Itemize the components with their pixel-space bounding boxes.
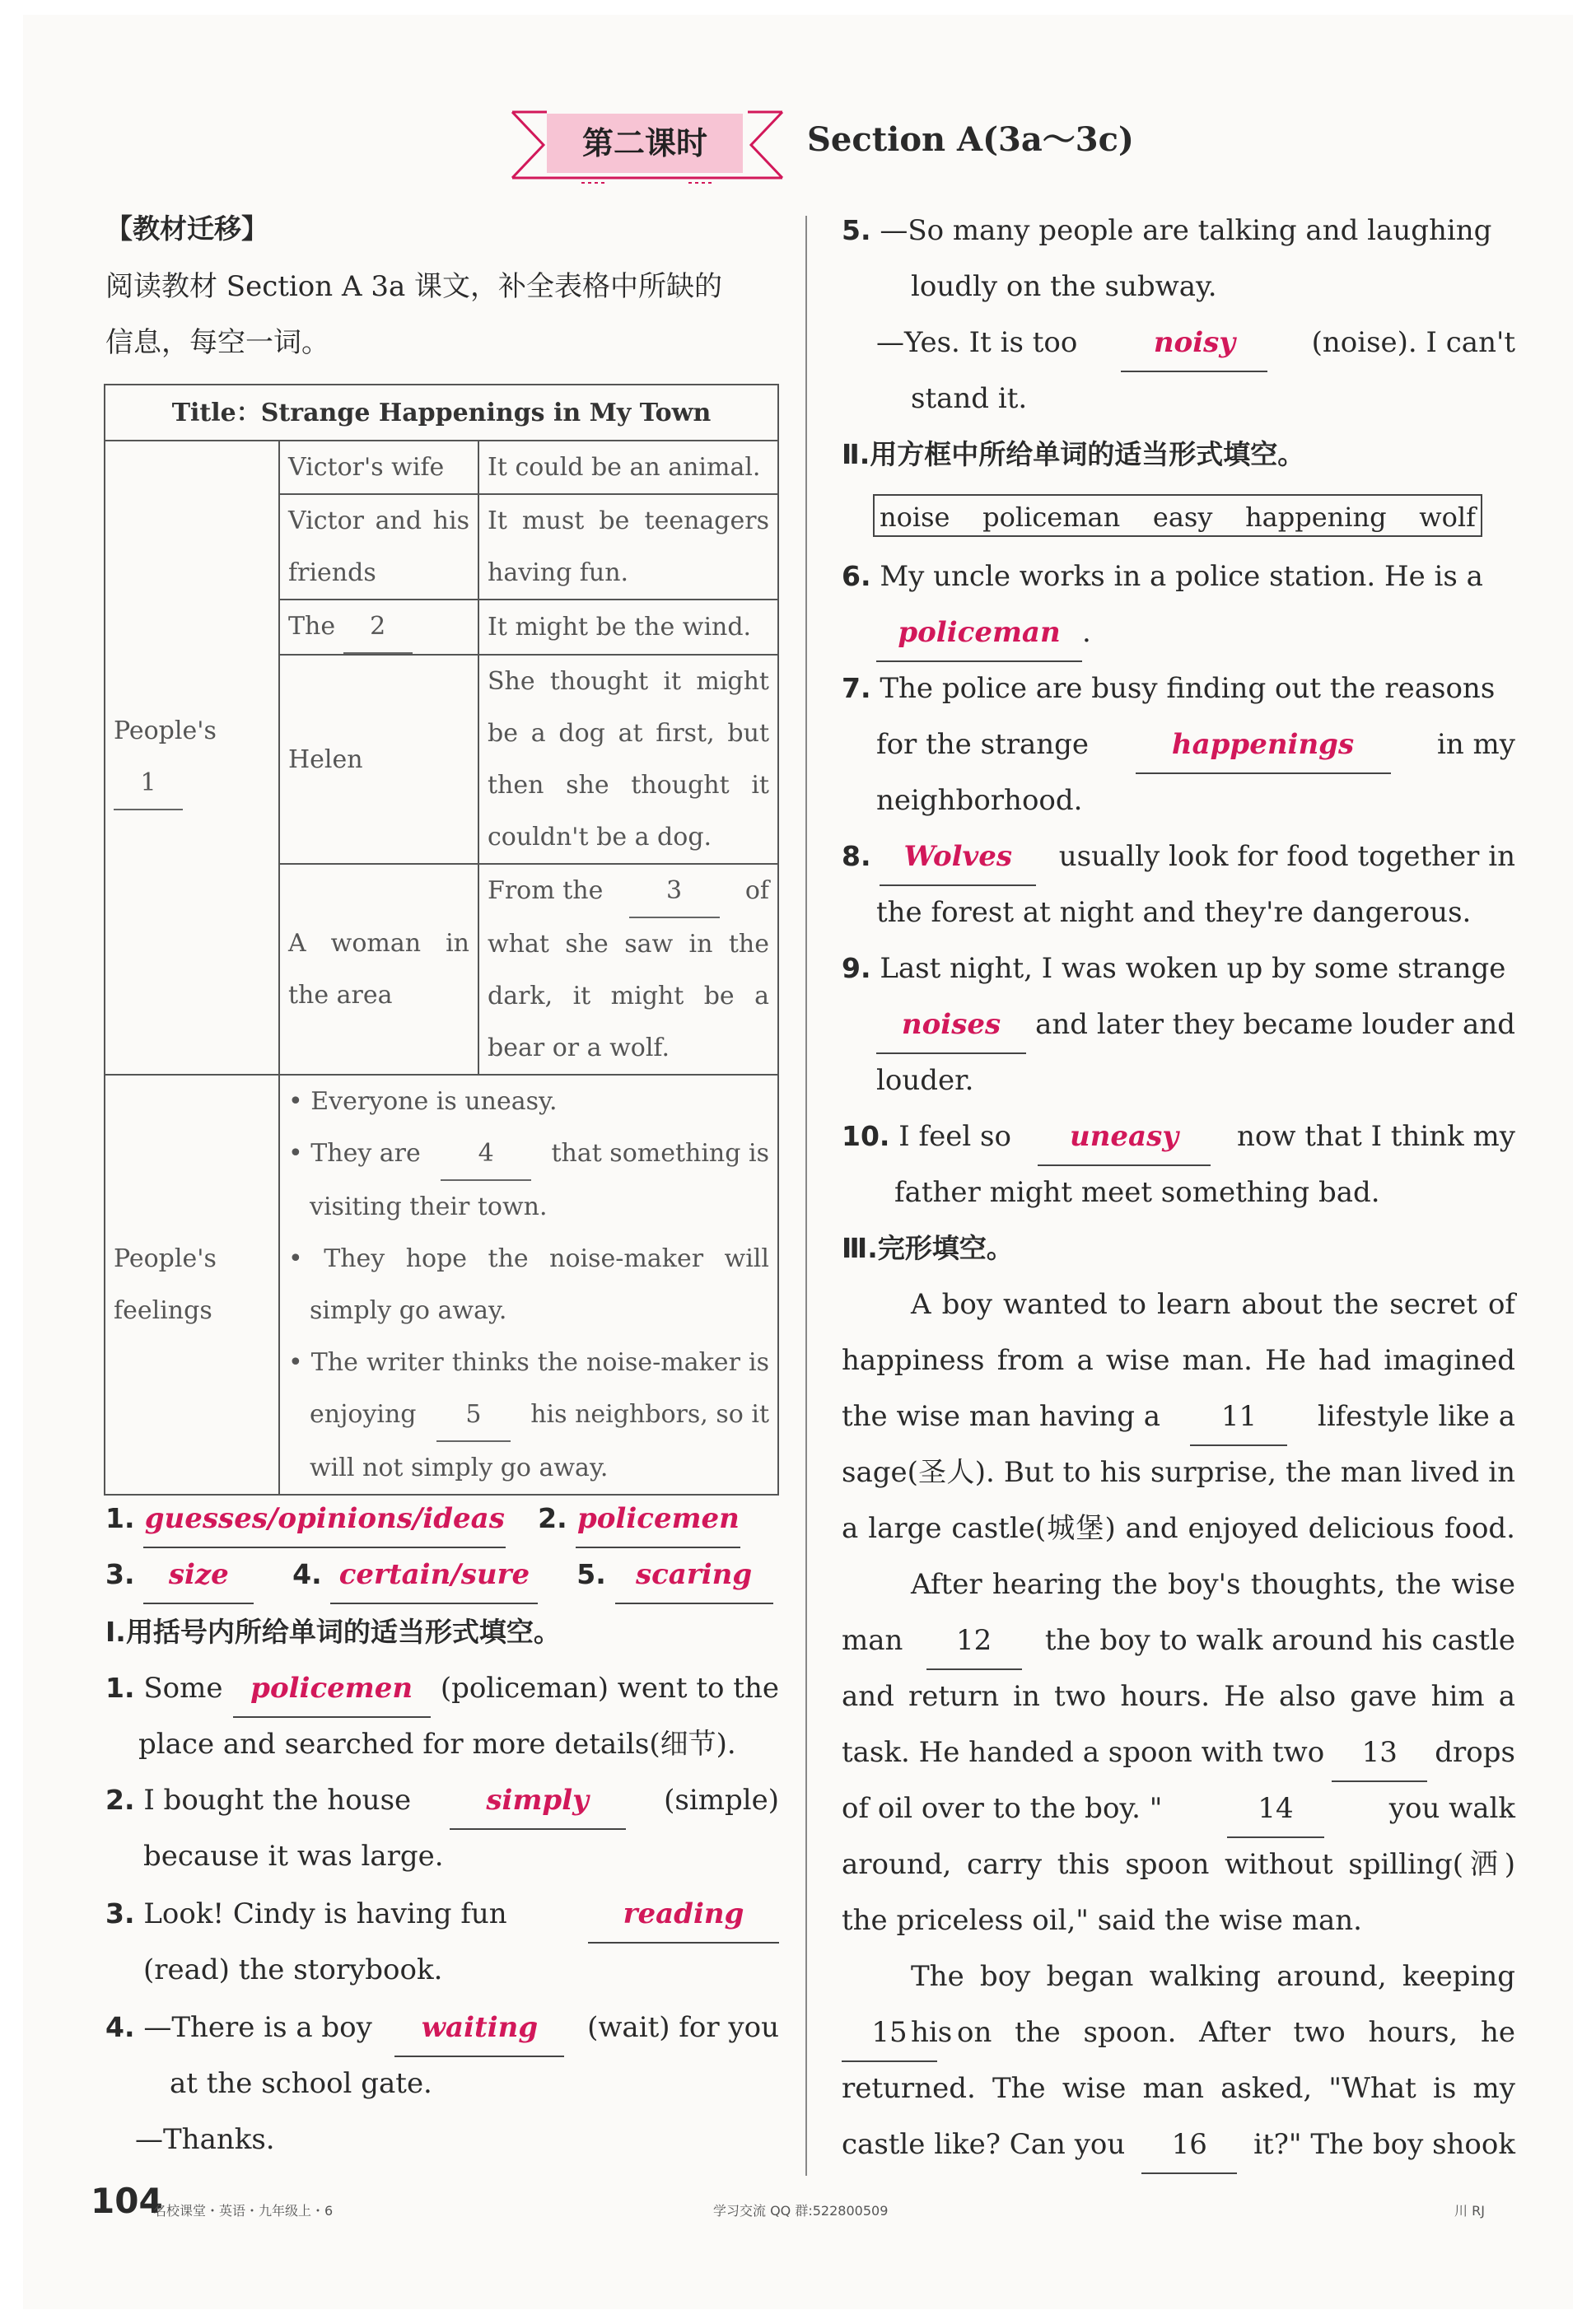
q9-answer: noises <box>876 996 1026 1054</box>
passage-line: 15 on the spoon. After two hours, he <box>842 2004 1515 2062</box>
table-who-cell: Victor's wife <box>279 441 478 494</box>
q10-line2: father might meet something bad. <box>894 1176 1380 1209</box>
section-title: Section A(3a～3c) <box>807 120 1134 159</box>
q4-line3: —Thanks. <box>135 2123 275 2156</box>
q7-answer: happenings <box>1136 716 1391 774</box>
cloze-blank-14: 14 <box>1227 1780 1324 1838</box>
instruction-line-1: 阅读教材 Section A 3a 课文，补全表格中所缺的 <box>105 270 723 303</box>
q3-answer: reading <box>588 1886 779 1944</box>
question-7: 7. The police are busy finding out the reasons <box>842 672 1496 705</box>
page-number: 104 <box>91 2181 163 2221</box>
table-opinion-cell: She thought it might be a dog at first, but then she thought it couldn't be a dog. <box>478 655 778 864</box>
answer-row-1: 1. guesses/opinions/ideas 2. policemen <box>105 1491 740 1548</box>
feelings-cell: • Everyone is uneasy. • They are 4 that something is visiting their town. • They hope the noise-maker will simply go away. • The writer thinks the noise-maker is enjoying 5 his neighbors, so it will not simply go away. <box>279 1075 778 1495</box>
q8-line2: the forest at night and they're dangerous. <box>876 896 1472 929</box>
passage-line: the priceless oil," said the wise man. <box>842 1904 1362 1937</box>
part2-title: Ⅱ.用方框中所给单词的适当形式填空。 <box>842 438 1305 470</box>
table-opinion-cell: It must be teenagers having fun. <box>478 494 778 600</box>
passage-line: man 12 the boy to walk around his castle <box>842 1612 1515 1670</box>
word-box <box>873 494 1482 537</box>
q6-answer: policeman <box>876 604 1082 662</box>
word-box-item: easy <box>1152 502 1213 533</box>
q6-line2: policeman . <box>876 604 1091 662</box>
passage-line: and return in two hours. He also gave him a <box>842 1680 1515 1713</box>
part3-title: Ⅲ.完形填空。 <box>842 1232 1014 1264</box>
q5-line3: —Yes. It is too noisy (noise). I can't <box>876 315 1515 372</box>
table-opinion-cell: It might be the wind. <box>478 600 778 655</box>
q8-answer: Wolves <box>880 828 1036 886</box>
table-blank-4: 4 <box>441 1127 531 1181</box>
q9-line3: louder. <box>876 1064 974 1097</box>
table-opinion-cell: From the 3 of what she saw in the dark, it might be a bear or a wolf. <box>478 864 778 1075</box>
q5-line4: stand it. <box>911 382 1028 415</box>
passage-line: After hearing the boy's thoughts, the wise <box>911 1568 1515 1601</box>
cloze-blank-13: 13 <box>1332 1724 1427 1782</box>
answer-5: scaring <box>615 1547 773 1604</box>
passage-line: a large castle(城堡) and enjoyed delicious food. <box>842 1512 1515 1545</box>
passage-line: task. He handed a spoon with two 13 drops <box>842 1724 1515 1782</box>
table-who-cell: The 2 <box>279 600 478 655</box>
q4-line2: at the school gate. <box>170 2067 432 2100</box>
info-table <box>104 384 779 1496</box>
group-feelings-label: People's feelings <box>105 1075 279 1495</box>
question-2: 2. I bought the house simply (simple) <box>105 1772 779 1830</box>
passage-line: of oil over to the boy. " 14 you walk <box>842 1780 1515 1838</box>
q1-line2: place and searched for more details(细节). <box>138 1728 736 1761</box>
table-blank-3: 3 <box>629 865 720 918</box>
table-who-cell: A woman in the area <box>279 864 478 1075</box>
word-box-item: happening <box>1245 502 1387 533</box>
table-blank-2: 2 <box>343 600 413 654</box>
cloze-blank-12: 12 <box>926 1612 1022 1670</box>
table-who-cell: Helen <box>279 655 478 864</box>
passage-line: happiness from a wise man. He had imagined <box>842 1344 1515 1377</box>
question-6: 6. My uncle works in a police station. He is a <box>842 560 1483 593</box>
q7-line2: for the strange happenings in my <box>876 716 1515 774</box>
qq-group: 学习交流 QQ 群:522800509 <box>713 2203 889 2219</box>
q5-answer: noisy <box>1121 315 1267 372</box>
table-opinion-cell: It could be an animal. <box>478 441 778 494</box>
book-title: 名校课堂・英语・九年级上・6 <box>153 2203 334 2219</box>
answer-3: size <box>143 1547 254 1604</box>
group-opinions-label: People's 1 <box>105 441 279 1075</box>
answer-1: guesses/opinions/ideas <box>143 1491 506 1548</box>
passage-line: sage(圣人). But to his surprise, the man lived in <box>842 1456 1515 1489</box>
passage-line: returned. The wise man asked, "What is my <box>842 2072 1515 2105</box>
q1-answer: policemen <box>233 1660 431 1718</box>
passage-line: A boy wanted to learn about the secret of <box>911 1288 1515 1321</box>
q2-line2: because it was large. <box>143 1840 444 1873</box>
question-4: 4. —There is a boy waiting (wait) for you <box>105 2000 779 2057</box>
passage-line: castle like? Can you 16 it?" The boy shook <box>842 2116 1515 2174</box>
q9-line2: noises and later they became louder and <box>876 996 1515 1054</box>
answer-4: certain/sure <box>330 1547 538 1604</box>
table-title: Title：Strange Happenings in My Town <box>105 385 778 441</box>
column-divider <box>805 216 807 2176</box>
q4-answer: waiting <box>394 2000 564 2057</box>
table-blank-1: 1 <box>114 757 183 810</box>
lesson-badge: 第二课时 <box>547 114 743 173</box>
instruction-line-2: 信息，每空一词。 <box>105 326 329 359</box>
edition-code: 川 RJ <box>1454 2203 1485 2219</box>
answer-row-2: 3. size 4. certain/sure 5. scaring <box>105 1547 773 1604</box>
passage-line: The boy began walking around, keeping his <box>911 1960 1515 2049</box>
word-box-item: policeman <box>982 502 1121 533</box>
cloze-blank-16: 16 <box>1141 2116 1237 2174</box>
q5-line2: loudly on the subway. <box>911 270 1217 303</box>
word-box-item: noise <box>880 502 950 533</box>
word-box-item: wolf <box>1419 502 1476 533</box>
q10-answer: uneasy <box>1038 1108 1211 1166</box>
question-1: 1. Some policemen (policeman) went to the <box>105 1660 779 1718</box>
passage-line: around, carry this spoon without spilling(洒) <box>842 1848 1515 1881</box>
part1-title: Ⅰ.用括号内所给单词的适当形式填空。 <box>105 1616 561 1648</box>
q3-line2: (read) the storybook. <box>143 1953 443 1986</box>
question-8: 8. Wolves usually look for food together in <box>842 828 1515 886</box>
question-3: 3. Look! Cindy is having fun reading <box>105 1886 779 1944</box>
textbook-transfer-heading: 【教材迁移】 <box>105 212 268 245</box>
table-blank-5: 5 <box>436 1388 511 1442</box>
answer-2: policemen <box>576 1491 740 1548</box>
passage-line: the wise man having a 11 lifestyle like a <box>842 1388 1515 1446</box>
cloze-blank-15: 15 <box>842 2004 937 2062</box>
cloze-blank-11: 11 <box>1190 1388 1287 1446</box>
question-9: 9. Last night, I was woken up by some strange <box>842 952 1506 985</box>
q2-answer: simply <box>450 1772 626 1830</box>
question-10: 10. I feel so uneasy now that I think my <box>842 1108 1515 1166</box>
table-who-cell: Victor and his friends <box>279 494 478 600</box>
question-5: 5. —So many people are talking and laughing <box>842 214 1492 247</box>
q7-line3: neighborhood. <box>876 784 1083 817</box>
